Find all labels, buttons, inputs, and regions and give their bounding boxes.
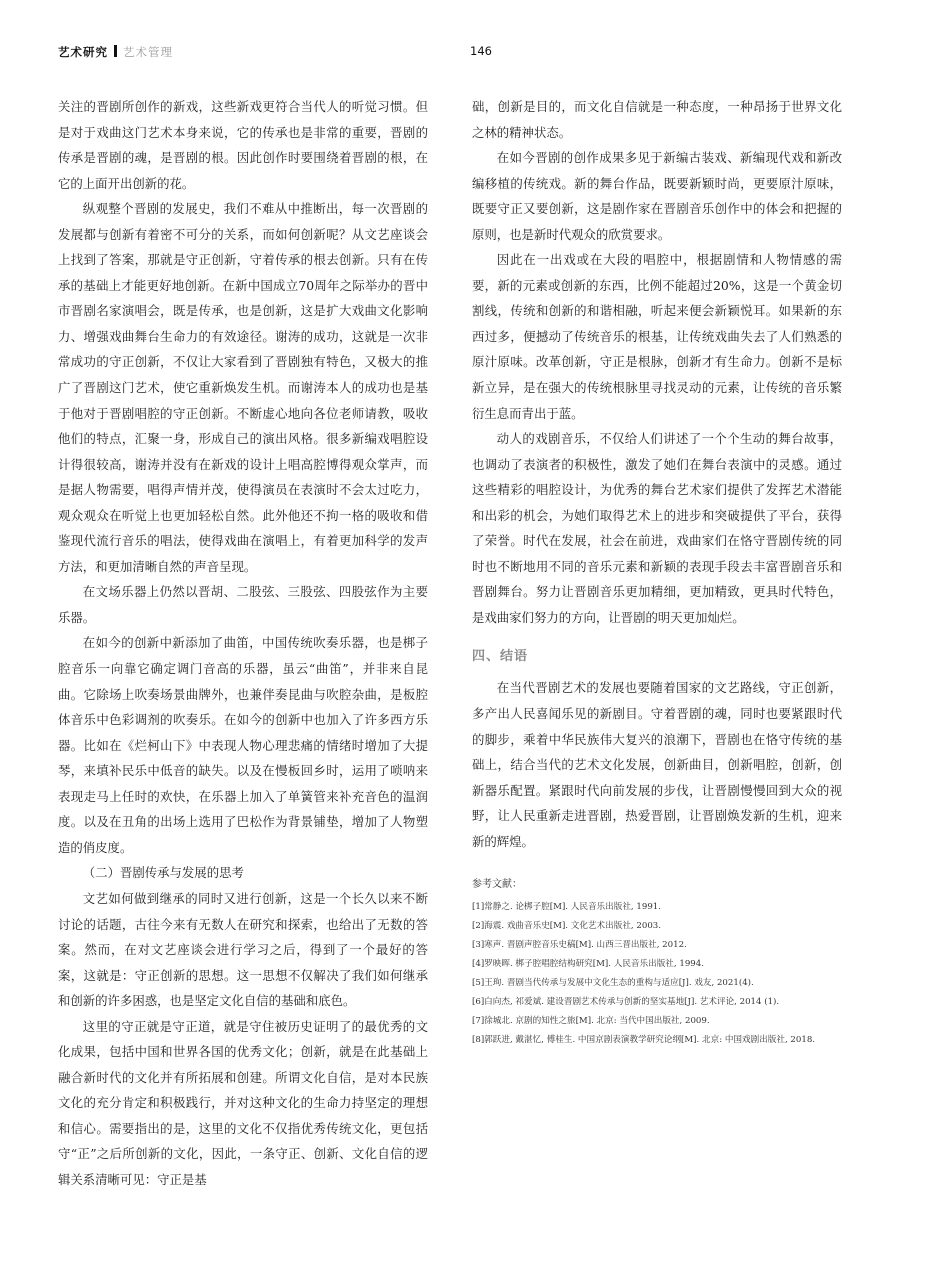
left-column (58, 94, 428, 1193)
reference-item: [1]常静之. 论梆子腔[M]. 人民音乐出版社, 1991. (472, 902, 661, 913)
paragraph: 纵观整个晋剧的发展史，我们不难从中推断出，每一次晋剧的发展都与创新有着密不可分的关系，而如何创新呢？从文艺座谈会上找到了答案，那就是守正创新，守着传承的根去创新。只有在传承的基础上才能更好地创新。在新中国成立70周年之际举办的晋中市晋剧名家演唱会，既是传承，也是创新，这是扩大戏曲文化影响力、增强戏曲舞台生命力的有效途径。谢涛的成功，这就是一次非常成功的守正创新，不仅让大家看到了晋剧独有特色，又极大的推广了晋剧这门艺术，使它重新焕发生机。而谢涛本人的成功也是基于他对于晋剧唱腔的守正创新。不断虚心地向各位老师请教，吸收他们的特点，汇聚一身，形成自己的演出风格。很多新编戏唱腔设计得很较高，谢涛并没有在新戏的设计上唱高腔博得观众掌声，而是据人物需要，唱得声情并茂，使得演员在表演时不会太过吃力，观众观众在听觉上也更加轻松自然。此外他还不拘一格的吸收和借鉴现代流行音乐的唱法，使得戏曲在演唱上，有着更加科学的发声方法，和更加清晰自然的声音呈现。 (58, 201, 428, 574)
journal-name: 艺术研究 (58, 45, 108, 59)
conclusion-paragraph: 在当代晋剧艺术的发展也要随着国家的文艺路线，守正创新，多产出人民喜闻乐见的新剧目。守着晋剧的魂，同时也要紧跟时代的脚步，乘着中华民族伟大复兴的浪潮下，晋剧也在恪守传统的基础上，结合当代的艺术文化发展，创新曲目，创新唱腔，创新，创新器乐配置。紧跟时代向前发展的步伐，让晋剧慢慢回到大众的视野，让人民重新走进晋剧，热爱晋剧，让晋剧焕发新的生机，迎来新的辉煌。 (472, 680, 842, 849)
paragraph: 这里的守正就是守正道，就是守住被历史证明了的最优秀的文化成果，包括中国和世界各国的优秀文化；创新，就是在此基础上融合新时代的文化并有所拓展和创建。所谓文化自信，是对本民族文化的充分肯定和积极践行，并对这种文化的生命力持坚定的理想和信心。需要指出的是，这里的文化不仅指优秀传统文化，更包括守“正”之后所创新的文化，因此，一条守正、创新、文化自信的逻辑关系清晰可见：守正是基 (58, 1018, 428, 1187)
right-column (472, 94, 842, 1050)
paragraph: 础，创新是目的，而文化自信就是一种态度，一种昂扬于世界文化之林的精神状态。 (472, 99, 842, 140)
references (472, 876, 842, 1050)
subsection-heading: （二）晋剧传承与发展的思考 (82, 865, 244, 881)
reference-item: [6]白向杰, 祁爱斌. 建设晋剧艺术传承与创新的坚实基地[J]. 艺术评论, 2014 (1). (472, 997, 780, 1008)
paragraph: 在如今晋剧的创作成果多见于新编古装戏、新编现代戏和新改编移植的传统戏。新的舞台作品，既要新颖时尚，更要原汁原味，既要守正又要创新，这是剧作家在晋剧音乐创作中的体会和把握的原则，也是新时代观众的欣赏要求。 (472, 150, 842, 242)
reference-item: [4]罗映晖. 梆子腔唱腔结构研究[M]. 人民音乐出版社, 1994. (472, 959, 704, 970)
header-divider (114, 45, 117, 57)
running-header (58, 44, 173, 60)
reference-item: [5]王珣. 晋剧当代传承与发展中文化生态的重构与适应[J]. 戏友, 2021(4). (472, 978, 754, 989)
paragraph: 动人的戏剧音乐，不仅给人们讲述了一个个生动的舞台故事，也调动了表演者的积极性，激发了她们在舞台表演中的灵感。通过这些精彩的唱腔设计，为优秀的舞台艺术家们提供了发挥艺术潜能和出彩的机会，为她们取得艺术上的进步和突破提供了平台，获得了荣誉。时代在发展，社会在前进，戏曲家们在恪守晋剧传统的同时也不断地用不同的音乐元素和新颖的表现手段去丰富晋剧音乐和晋剧舞台。努力让晋剧音乐更加精细，更加精致，更具时代特色，是戏曲家们努力的方向，让晋剧的明天更加灿烂。 (472, 431, 842, 625)
paragraph: 在文场乐器上仍然以晋胡、二股弦、三股弦、四股弦作为主要乐器。 (58, 584, 428, 625)
reference-item: [2]海震. 戏曲音乐史[M]. 文化艺术出版社, 2003. (472, 921, 661, 932)
reference-item: [3]寒声. 晋剧声腔音乐史稿[M]. 山西三晋出版社, 2012. (472, 940, 687, 951)
paragraph: 关注的晋剧所创作的新戏，这些新戏更符合当代人的听觉习惯。但是对于戏曲这门艺术本身来说，它的传承也是非常的重要，晋剧的传承是晋剧的魂，是晋剧的根。因此创作时要围绕着晋剧的根，在它的上面开出创新的花。 (58, 99, 428, 191)
section-name: 艺术管理 (123, 45, 173, 59)
paragraph: 在如今的创新中新添加了曲笛，中国传统吹奏乐器，也是梆子腔音乐一向靠它确定调门音高的乐器，虽云“曲笛”，并非来自昆曲。它除场上吹奏场景曲牌外，也兼伴奏昆曲与吹腔杂曲，是板腔体音乐中色彩调剂的吹奏乐。在如今的创新中也加入了许多西方乐器。比如在《烂柯山下》中表现人物心理悲痛的情绪时增加了大提琴，来填补民乐中低音的缺失。以及在慢板回乡时，运用了唢呐来表现走马上任时的欢快，在乐器上加入了单簧管来补充音色的温润度。以及在丑角的出场上选用了巴松作为背景铺垫，增加了人物塑造的俏皮度。 (58, 635, 428, 855)
reference-item: [7]徐城北. 京剧的知性之旅[M]. 北京: 当代中国出版社, 2009. (472, 1016, 710, 1027)
page-number: 146 (470, 44, 492, 58)
paragraph: 因此在一出戏或在大段的唱腔中，根据剧情和人物情感的需要，新的元素或创新的东西，比例不能超过20%，这是一个黄金切割线，传统和创新的和谐相融，听起来便会新颖悦耳。如果新的东西过多，便撼动了传统音乐的根基，让传统戏曲失去了人们熟悉的原汁原味。改革创新，守正是根脉，创新才有生命力。创新不是标新立异，是在强大的传统根脉里寻找灵动的元素，让传统的音乐繁衍生息而青出于蓝。 (472, 252, 842, 421)
reference-item: [8]郭跃进, 戴湛忆, 傅桂生. 中国京剧表演教学研究论纲[M]. 北京: 中国戏剧出版社, 2018. (472, 1035, 816, 1046)
paragraph: 文艺如何做到继承的同时又进行创新，这是一个长久以来不断讨论的话题，古往今来有无数人在研究和探索，也给出了无数的答案。然而，在对文艺座谈会进行学习之后，得到了一个最好的答案，这就是：守正创新的思想。这一思想不仅解决了我们如何继承和创新的许多困惑，也是坚定文化自信的基础和底色。 (58, 890, 428, 1009)
references-title: 参考文献： (472, 879, 522, 891)
section-heading: 四、结语 (472, 649, 529, 665)
